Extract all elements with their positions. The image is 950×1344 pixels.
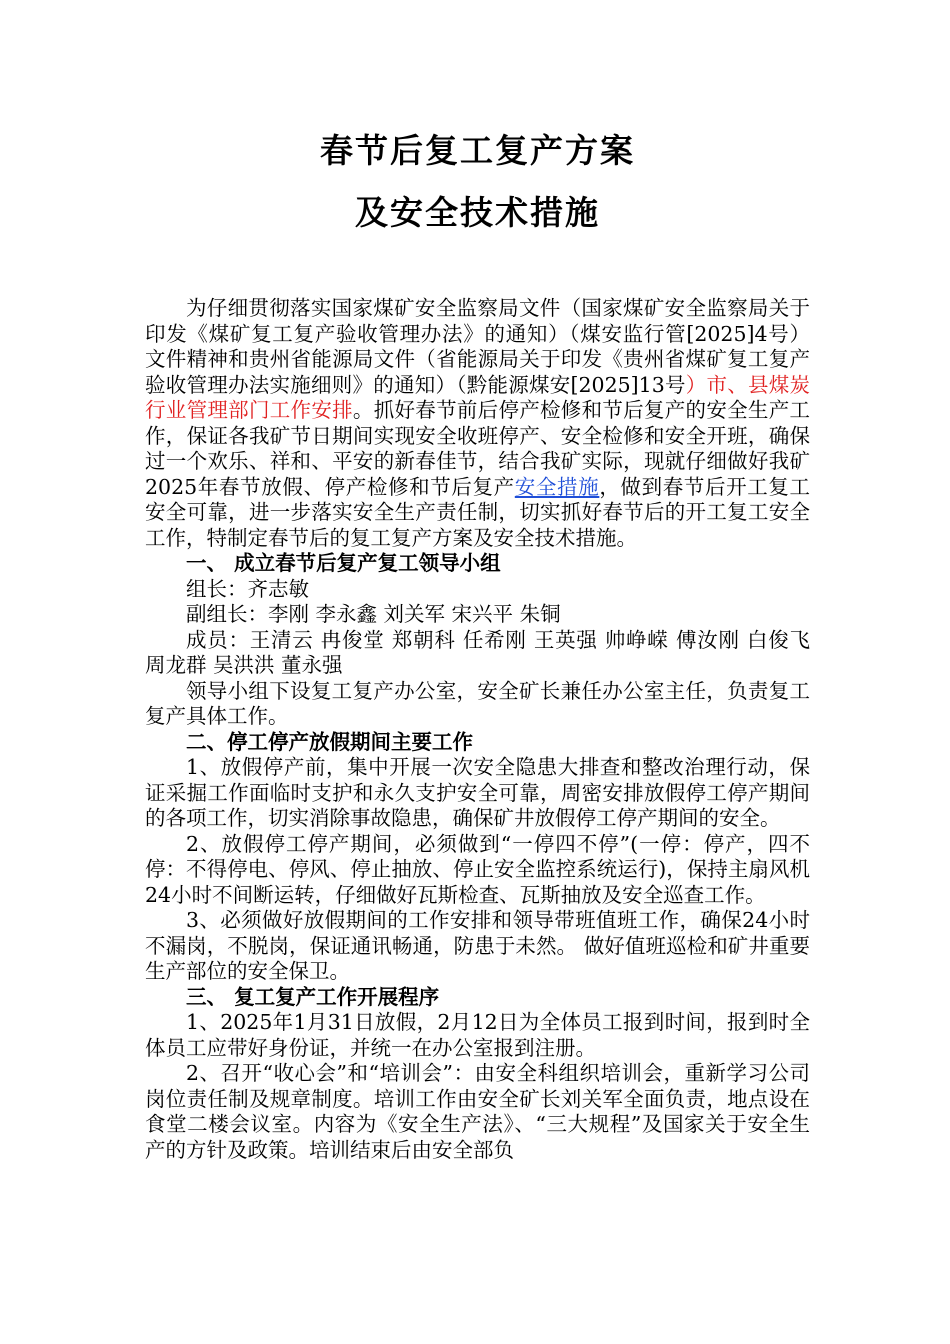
section2-item1: 1、放假停产前，集中开展一次安全隐患大排查和整改治理行动，保证采掘工作面临时支护和永久支护安全可靠，周密安排放假停工停产期间的各项工作，切实消除事故隐患，确保矿井放假停工停产期间的安全。 xyxy=(145,755,810,830)
safety-measures-link[interactable]: 安全措施 xyxy=(514,474,600,499)
section2-item2: 2、放假停工停产期间，必须做到“一停四不停”(一停：停产，四不停：不得停电、停风、停止抽放、停止安全监控系统运行)，保持主扇风机24小时不间断运转，仔细做好瓦斯检查、瓦斯抽放及安全巡查工作。 xyxy=(145,831,810,907)
document-title-line2: 及安全技术措施 xyxy=(355,193,600,232)
intro-text-part1: 为仔细贯彻落实国家煤矿安全监察局文件（国家煤矿安全监察局关于印发《煤矿复工复产验收管理办法》的通知）（煤安监行管[2025]4号）文件精神和贵州省能源局文件（省能源局关于印发《贵州省煤矿复工复产验收管理办法实施细则》的通知）（黔能源煤安[2025]13号 xyxy=(145,296,810,397)
section1-deputy: 副组长：李刚 李永鑫 刘关军 宋兴平 朱铜 xyxy=(186,602,561,626)
section1-office: 领导小组下设复工复产办公室，安全矿长兼任办公室主任，负责复工复产具体工作。 xyxy=(145,678,810,728)
intro-text-part3: ，做到春节后开工复工安全可靠，进一步落实安全生产责任制，切实抓好春节后的开工复工安全工作，特制定春节后的复工复产方案及安全技术措施。 xyxy=(145,474,811,550)
intro-paragraph xyxy=(145,296,810,551)
section2-item3: 3、必须做好放假期间的工作安排和领导带班值班工作，确保24小时不漏岗，不脱岗，保证通讯畅通，防患于未然。 做好值班巡检和矿井重要生产部位的安全保卫。 xyxy=(145,908,810,983)
section1-leader: 组长：齐志敏 xyxy=(186,576,309,601)
section3-heading: 三、 复工复产工作开展程序 xyxy=(186,984,440,1009)
section3-item2: 2、召开“收心会”和“培训会”：由安全科组织培训会，重新学习公司岗位责任制及规章制度。培训工作由安全矿长刘关军全面负责，地点设在食堂二楼会议室。内容为《安全生产法》、“三大规程”及国家关于安全生产的方针及政策。培训结束后由安全部负 xyxy=(145,1061,810,1162)
document-body xyxy=(145,296,810,1163)
section2-heading: 二、停工停产放假期间主要工作 xyxy=(186,729,473,754)
document-title-line1: 春节后复工复产方案 xyxy=(320,131,635,170)
section3-item1: 1、2025年1月31日放假，2月12日为全体员工报到时间，报到时全体员工应带好身份证，并统一在办公室报到注册。 xyxy=(145,1010,810,1060)
section1-members: 成员：王清云 冉俊堂 郑朝科 任希刚 王英强 帅峥嵘 傅汝刚 白俊飞 周龙群 吴洪洪 董永强 xyxy=(145,627,810,677)
document-page xyxy=(145,120,810,1163)
section1-heading: 一、 成立春节后复产复工领导小组 xyxy=(186,551,501,575)
title-block xyxy=(145,120,810,244)
intro-text-part2: 。抓好春节前后停产检修和节后复产的安全生产工作，保证各我矿节日期间实现安全收班停产、安全检修和安全开班，确保过一个欢乐、祥和、平安的新春佳节，结合我矿实际，现就仔细做好我矿2025年春节放假、停产检修和节后复产 xyxy=(145,398,811,499)
intro-red-text: ）市、县煤炭行业管理部门工作安排 xyxy=(145,372,810,422)
